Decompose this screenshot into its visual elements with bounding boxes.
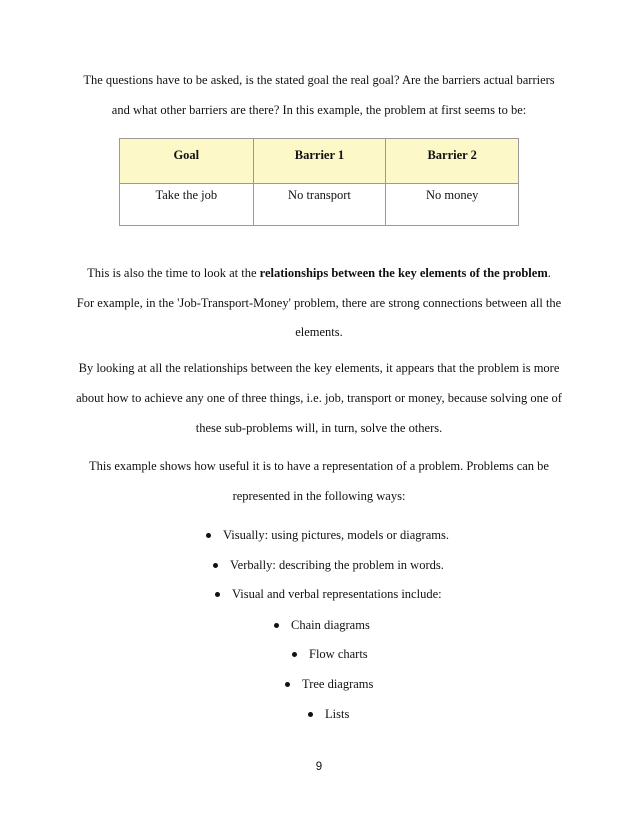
bullet-icon <box>292 652 297 657</box>
para1-suffix: . <box>547 266 551 280</box>
para1-line-3: elements. <box>295 325 343 339</box>
bullet-icon <box>213 563 218 568</box>
table-cell-barrier-1: No transport <box>253 184 386 226</box>
para2-line-2: about how to achieve any one of three things, i.e. job, transport or money, because solving one of <box>76 391 562 405</box>
para2-line-1: By looking at all the relationships between the key elements, it appears that the problem is more <box>78 361 560 375</box>
list-item <box>292 646 368 662</box>
intro-line-2: and what other barriers are there? In this example, the problem at first seems to be: <box>111 103 527 117</box>
table-header-goal: Goal <box>120 139 254 184</box>
list-item <box>215 586 442 602</box>
para3-line-2: represented in the following ways: <box>232 489 406 503</box>
bullet-icon <box>206 533 211 538</box>
bullet-text: Flow charts <box>309 647 368 661</box>
bullet-text: Lists <box>325 707 350 721</box>
table-header-row <box>120 139 519 184</box>
table-row <box>120 184 519 226</box>
table-cell-goal: Take the job <box>120 184 254 226</box>
para1-line-1 <box>0 265 638 281</box>
list-item <box>308 706 349 722</box>
goal-barrier-table <box>119 138 519 226</box>
para3-line-1: This example shows how useful it is to have a representation of a problem. Problems can be <box>89 459 549 473</box>
bullet-text: Tree diagrams <box>302 677 374 691</box>
bullet-icon <box>215 592 220 597</box>
list-item <box>274 617 370 633</box>
bullet-text: Visual and verbal representations include: <box>232 587 442 601</box>
table-cell-barrier-2: No money <box>386 184 519 226</box>
bullet-text: Chain diagrams <box>291 618 370 632</box>
list-item <box>206 527 449 543</box>
list-item <box>285 676 373 692</box>
para1-line-2: For example, in the 'Job-Transport-Money' problem, there are strong connections between all the <box>76 296 562 310</box>
bullet-icon <box>274 623 279 628</box>
bullet-icon <box>285 682 290 687</box>
bullet-text: Verbally: describing the problem in words. <box>230 558 444 572</box>
para1-prefix: This is also the time to look at the <box>87 266 260 280</box>
para2-line-3: these sub-problems will, in turn, solve the others. <box>195 421 443 435</box>
bullet-text: Visually: using pictures, models or diagrams. <box>223 528 449 542</box>
page-number: 9 <box>315 761 323 773</box>
table-header-barrier-1: Barrier 1 <box>253 139 386 184</box>
list-item <box>213 557 444 573</box>
table-header-barrier-2: Barrier 2 <box>386 139 519 184</box>
para1-emphasis: relationships between the key elements of the problem <box>259 266 548 280</box>
bullet-icon <box>308 712 313 717</box>
intro-line-1: The questions have to be asked, is the stated goal the real goal? Are the barriers actual barriers <box>83 73 555 87</box>
